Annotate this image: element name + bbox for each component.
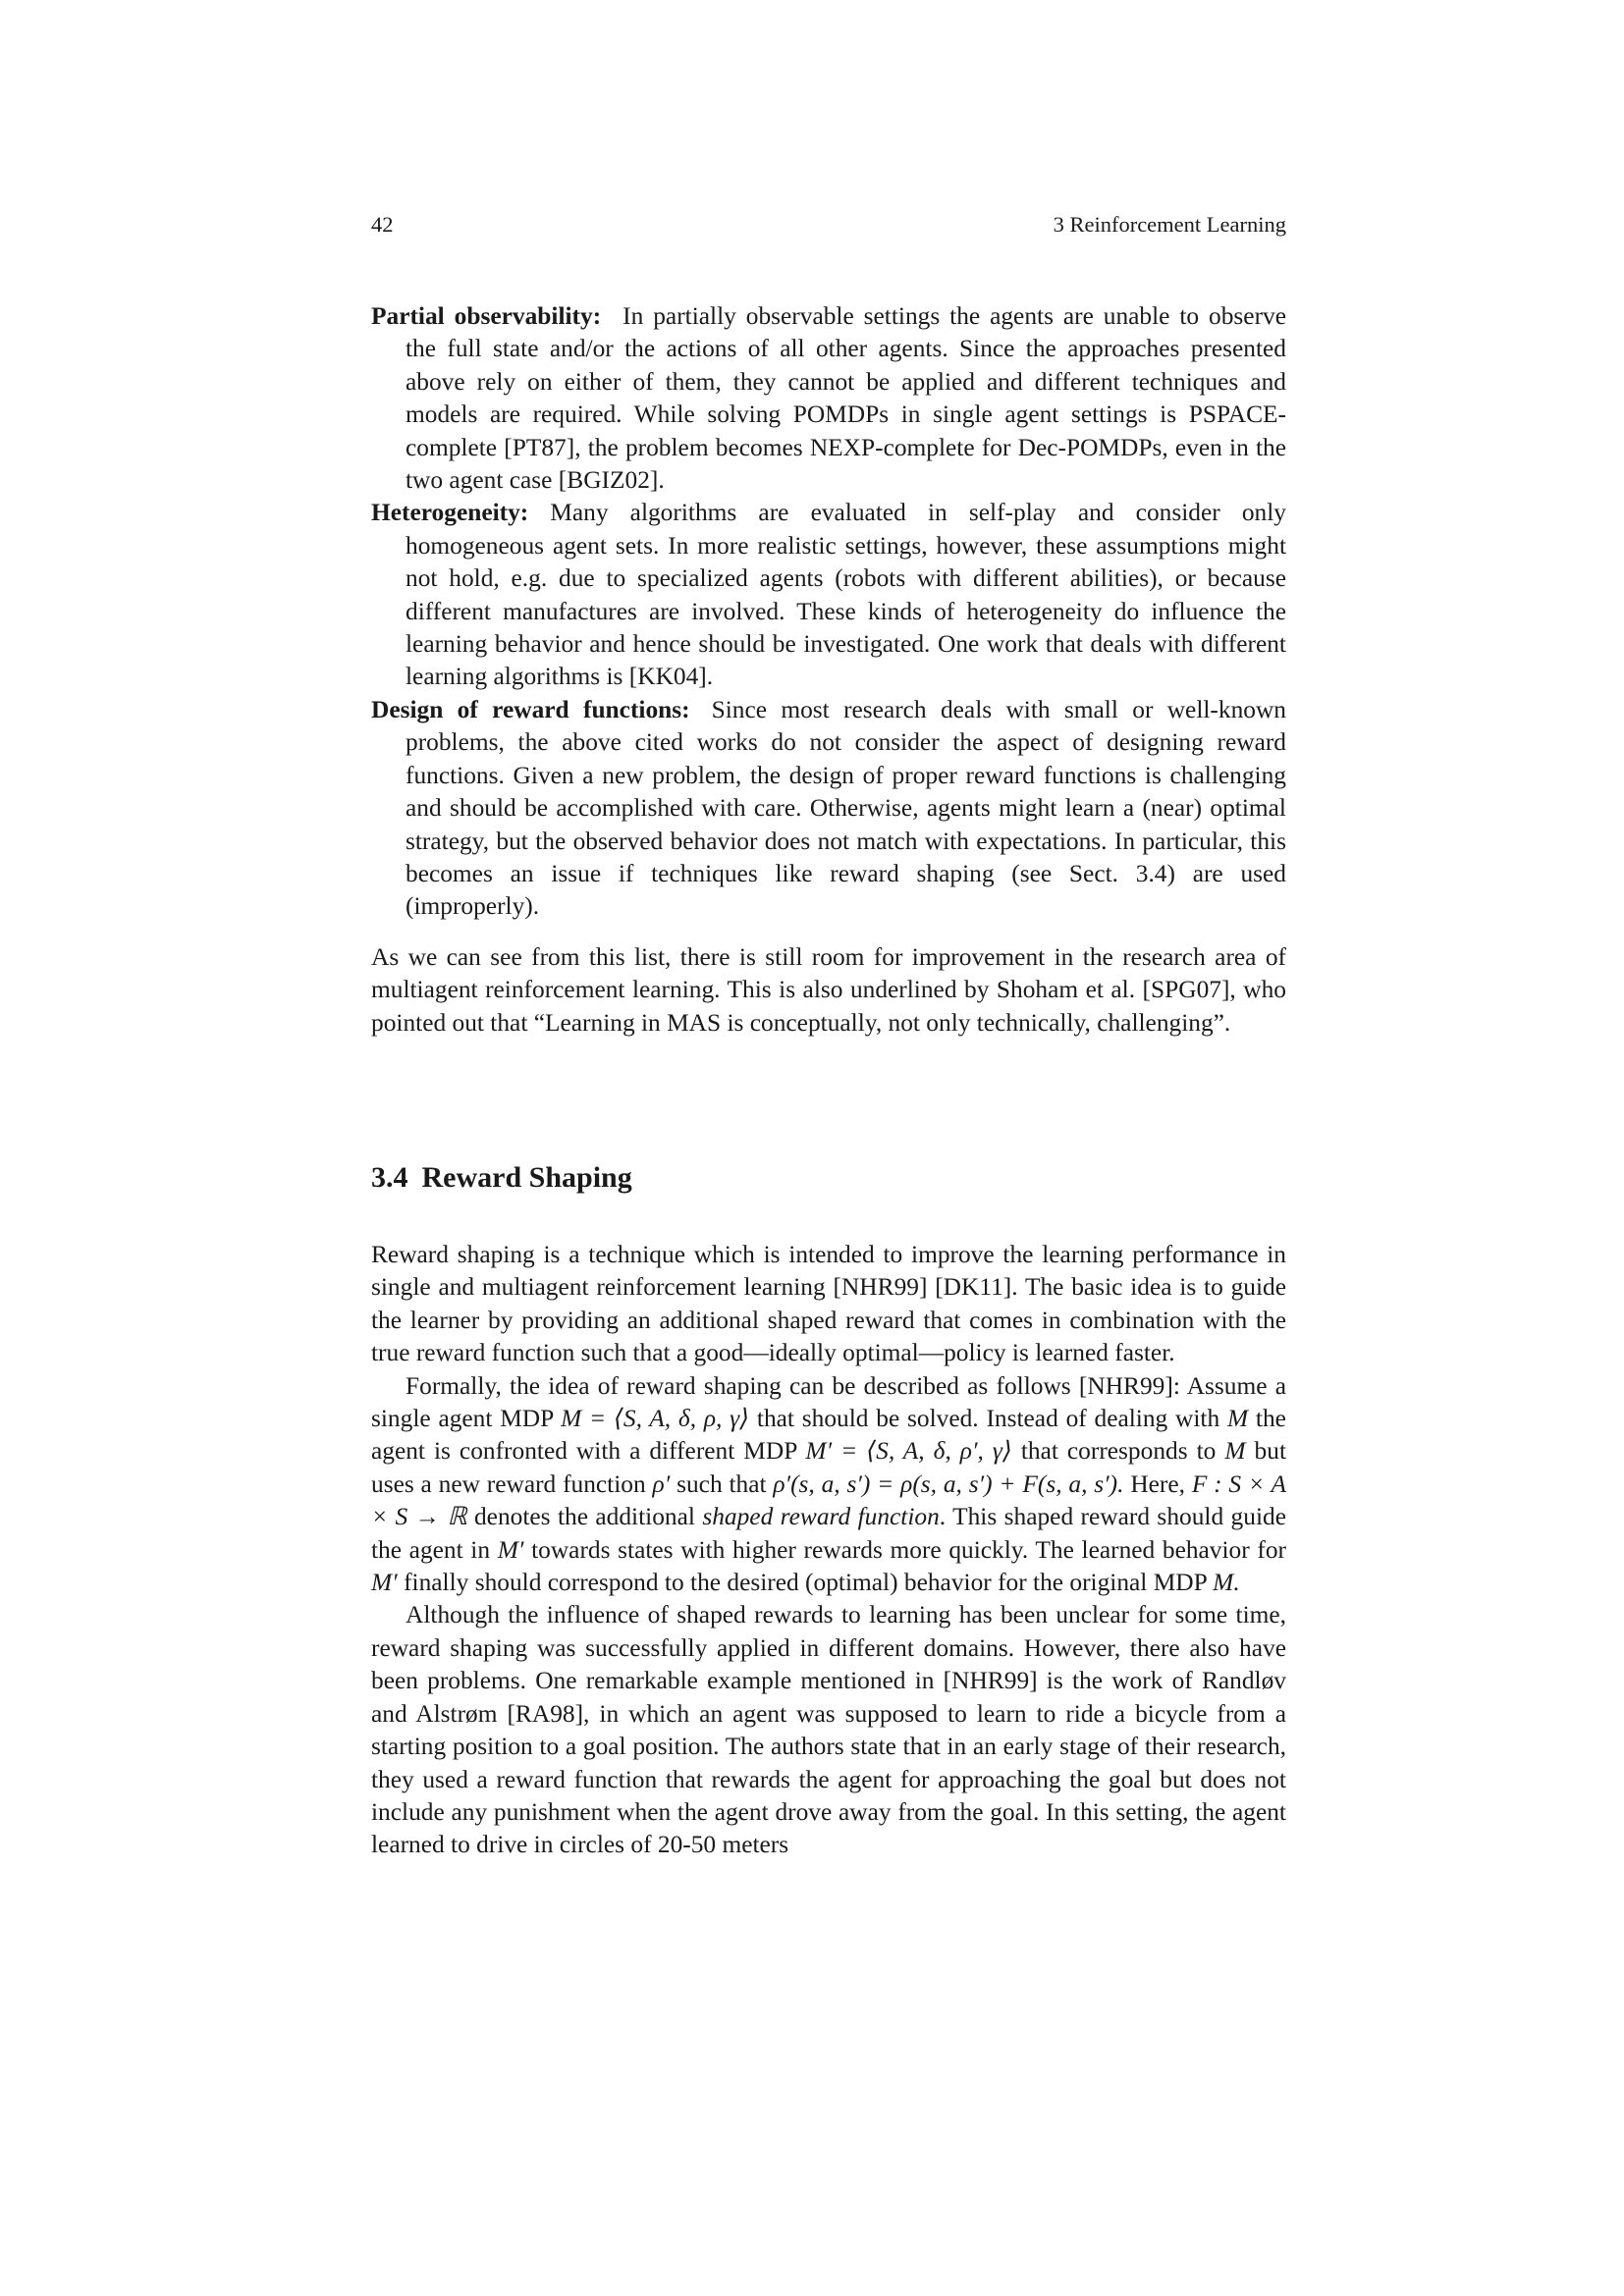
text-run: but uses a new reward function	[371, 1437, 1286, 1498]
section-title: Reward Shaping	[421, 1161, 632, 1194]
math-mdp: M = ⟨S, A, δ, ρ, γ⟩	[561, 1405, 750, 1433]
chapter-title: 3 Reinforcement Learning	[1053, 212, 1286, 237]
text-run: denotes the additional	[473, 1503, 695, 1531]
list-summary-paragraph: As we can see from this list, there is still room for improvement in the research area of multiagent reinforcement learning. This is also underlined by Shoham et al. [SPG07], who pointed out that “Learning in MAS is conceptually, not only technically, challenging”.	[371, 943, 1286, 1037]
challenge-item	[371, 497, 1286, 693]
challenge-item	[371, 300, 1286, 497]
challenge-text: Since most research deals with small or well-known problems, the above cited works do not consider the aspect of designing reward functions. Given a new problem, the design of proper reward functions is challenging and should be accomplished with care. Otherwise, agents might learn a (near) optimal strategy, but the observed behavior does not match with expectations. In particular, this becomes an issue if techniques like reward shaping (see Sect. 3.4) are used (improperly).	[406, 695, 1287, 921]
section-body	[371, 1239, 1286, 1862]
paragraph-intro: Reward shaping is a technique which is intended to improve the learning performance in single and multiagent reinforcement learning [NHR99] [DK11]. The basic idea is to guide the learner by providing an additional shaped reward that comes in combination with the true reward function such that a good—ideally optimal—policy is learned faster.	[371, 1241, 1286, 1367]
challenge-term: Partial observability:	[371, 302, 602, 330]
paragraph-formal-definition	[371, 1370, 1286, 1600]
challenge-term: Heterogeneity:	[371, 499, 529, 527]
page-number: 42	[371, 212, 394, 237]
math-m: M	[1224, 1437, 1246, 1466]
section-heading	[371, 1158, 1286, 1198]
list-summary-block	[371, 941, 1286, 1040]
text-run: such that	[677, 1469, 767, 1498]
challenge-item	[371, 694, 1286, 924]
text-run: the agent is confronted with a different MDP	[371, 1405, 1286, 1466]
math-mdp-prime: M′ = ⟨S, A, δ, ρ′, γ⟩	[805, 1437, 1012, 1466]
math-m: M	[1226, 1405, 1249, 1433]
challenge-term: Design of reward functions:	[371, 695, 690, 723]
text-run: Here,	[1130, 1469, 1185, 1498]
text-run: . This shaped reward should guide the agent in	[371, 1503, 1286, 1564]
math-shaping-function: F : S × A × S → ℝ	[371, 1469, 1286, 1531]
math-rho-prime: ρ′	[652, 1469, 671, 1498]
challenge-text: Many algorithms are evaluated in self-play and consider only homogeneous agent sets. In more realistic settings, however, these assumptions might not hold, e.g. due to specialized agents (robots with different abilities), or because different manufactures are involved. These kinds of heterogeneity do influence the learning behavior and hence should be investigated. One work that deals with different learning algorithms is [KK04].	[406, 499, 1286, 691]
text-run: finally should correspond to the desired (optimal) behavior for the original MDP	[404, 1569, 1207, 1597]
challenge-text: In partially observable settings the agents are unable to observe the full state and/or the actions of all other agents. Since the approaches presented above rely on either of them, they cannot be applied and different techniques and models are required. While solving POMDPs in single agent settings is PSPACE-complete [PT87], the problem becomes NEXP-complete for Dec-POMDPs, even in the two agent case [BGIZ02].	[406, 302, 1286, 495]
running-head	[371, 208, 1286, 241]
math-m-prime: M′	[371, 1569, 398, 1597]
section-number: 3.4	[371, 1161, 408, 1194]
text-run: towards states with higher rewards more quickly. The learned behavior for	[531, 1535, 1286, 1564]
text-run: that should be solved. Instead of dealing with	[756, 1405, 1220, 1433]
emphasis-term: shaped reward function	[702, 1503, 940, 1531]
challenges-list	[371, 300, 1286, 924]
math-m-prime: M′	[497, 1535, 524, 1564]
math-reward-equation: ρ′(s, a, s′) = ρ(s, a, s′) + F(s, a, s′).	[773, 1469, 1124, 1498]
text-run: that corresponds to	[1020, 1437, 1217, 1466]
text-run: Formally, the idea of reward shaping can be described as follows [NHR99]: Assume a single agent MDP	[371, 1371, 1286, 1433]
paragraph-bicycle-example: Although the influence of shaped rewards to learning has been unclear for some time, reward shaping was successfully applied in different domains. However, there also have been problems. One remarkable example mentioned in [NHR99] is the work of Randløv and Alstrøm [RA98], in which an agent was supposed to learn to ride a bicycle from a starting position to a goal position. The authors state that in an early stage of their research, they used a reward function that rewards the agent for approaching the goal but does not include any punishment when the agent drove away from the goal. In this setting, the agent learned to drive in circles of 20-50 meters	[371, 1601, 1286, 1859]
math-m: M.	[1213, 1569, 1240, 1597]
